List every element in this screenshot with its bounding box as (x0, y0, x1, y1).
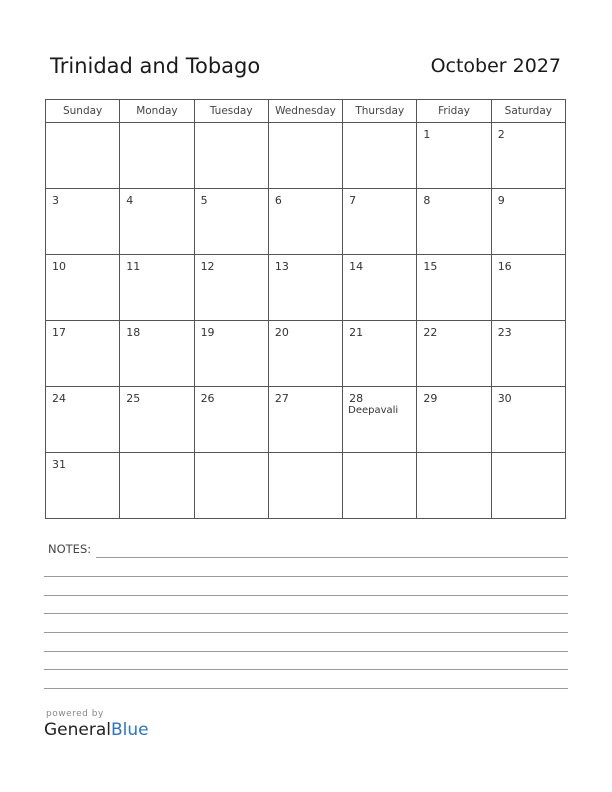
day-number: 8 (423, 194, 431, 207)
day-number: 7 (349, 194, 357, 207)
calendar-day-cell (343, 189, 417, 255)
weekday-header: Friday (417, 100, 491, 123)
calendar-day-cell (343, 123, 417, 189)
weekday-header: Monday (120, 100, 194, 123)
calendar-month-title: October 2027 (430, 55, 561, 77)
calendar-day-cell (194, 321, 268, 387)
powered-by-text: powered by (46, 709, 104, 719)
day-number: 5 (200, 194, 208, 207)
calendar-day-cell (491, 255, 565, 321)
weekday-header-row (46, 100, 566, 123)
calendar-day-cell (417, 123, 491, 189)
note-line (44, 669, 568, 670)
note-line (44, 595, 568, 596)
calendar-day-cell (491, 321, 565, 387)
day-number: 12 (200, 260, 215, 273)
calendar-day-cell (491, 123, 565, 189)
generalblue-logo (44, 720, 149, 740)
note-line (44, 632, 568, 633)
calendar-day-cell (417, 321, 491, 387)
day-number: 21 (349, 326, 364, 339)
day-number: 2 (497, 128, 505, 141)
day-number: 16 (497, 260, 512, 273)
calendar-day-cell (417, 387, 491, 453)
calendar-day-cell (46, 321, 120, 387)
calendar-day-cell (417, 189, 491, 255)
calendar-day-cell (120, 387, 194, 453)
calendar-week-row (46, 189, 566, 255)
calendar-day-cell (120, 123, 194, 189)
brand-blue-text: Blue (111, 720, 149, 740)
day-number: 18 (126, 326, 141, 339)
calendar-day-cell (46, 453, 120, 519)
day-number: 14 (349, 260, 364, 273)
calendar-day-cell (194, 189, 268, 255)
calendar-day-cell (268, 387, 342, 453)
calendar-day-cell (268, 123, 342, 189)
calendar-week-row (46, 255, 566, 321)
day-number: 23 (497, 326, 512, 339)
calendar-day-cell (194, 255, 268, 321)
calendar-day-cell (491, 189, 565, 255)
day-number: 29 (423, 392, 438, 405)
day-number: 31 (52, 458, 66, 471)
note-line (44, 651, 568, 652)
day-number: 27 (274, 392, 289, 405)
day-number: 10 (52, 260, 66, 273)
calendar-day-cell (343, 321, 417, 387)
note-line (96, 557, 568, 558)
note-line (44, 613, 568, 614)
day-number: 28 (349, 392, 364, 405)
weekday-header: Wednesday (268, 100, 342, 123)
weekday-header: Tuesday (194, 100, 268, 123)
calendar-day-cell (417, 453, 491, 519)
calendar-day-cell (120, 189, 194, 255)
calendar-day-cell (417, 255, 491, 321)
calendar-day-cell (268, 453, 342, 519)
calendar-day-cell (46, 387, 120, 453)
calendar-week-row (46, 387, 566, 453)
calendar-day-cell (194, 453, 268, 519)
day-number: 17 (52, 326, 66, 339)
day-number: 1 (423, 128, 431, 141)
day-number: 11 (126, 260, 141, 273)
calendar-day-cell (46, 255, 120, 321)
calendar-day-cell (268, 321, 342, 387)
day-number: 3 (52, 194, 59, 207)
day-number: 4 (126, 194, 134, 207)
day-number: 26 (200, 392, 215, 405)
calendar-day-cell (194, 387, 268, 453)
calendar-grid (45, 99, 566, 519)
note-line (44, 576, 568, 577)
day-number: 15 (423, 260, 438, 273)
calendar-day-cell (343, 453, 417, 519)
day-number: 6 (274, 194, 282, 207)
weekday-header: Saturday (491, 100, 565, 123)
day-number: 20 (274, 326, 289, 339)
calendar-day-cell (343, 255, 417, 321)
calendar-day-cell (120, 255, 194, 321)
calendar-country-title: Trinidad and Tobago (50, 54, 261, 78)
note-line (44, 688, 568, 689)
day-number: 19 (200, 326, 215, 339)
day-number: 30 (497, 392, 512, 405)
calendar-week-row (46, 123, 566, 189)
calendar-week-row (46, 453, 566, 519)
calendar-day-cell (120, 321, 194, 387)
weekday-header: Sunday (46, 100, 120, 123)
calendar-day-cell (491, 453, 565, 519)
calendar-day-cell (268, 255, 342, 321)
weekday-header: Thursday (343, 100, 417, 123)
brand-general-text: General (44, 720, 111, 740)
calendar-day-cell (46, 189, 120, 255)
day-number: 25 (126, 392, 141, 405)
day-number: 9 (497, 194, 505, 207)
notes-label: NOTES: (48, 542, 92, 556)
calendar-day-cell (268, 189, 342, 255)
calendar-day-cell (46, 123, 120, 189)
holiday-label: Deepavali (348, 405, 399, 416)
calendar-day-cell (120, 453, 194, 519)
day-number: 22 (423, 326, 438, 339)
calendar-day-cell (343, 387, 417, 453)
day-number: 13 (274, 260, 289, 273)
calendar-day-cell (194, 123, 268, 189)
day-number: 24 (52, 392, 66, 405)
calendar-day-cell (491, 387, 565, 453)
calendar-week-row (46, 321, 566, 387)
